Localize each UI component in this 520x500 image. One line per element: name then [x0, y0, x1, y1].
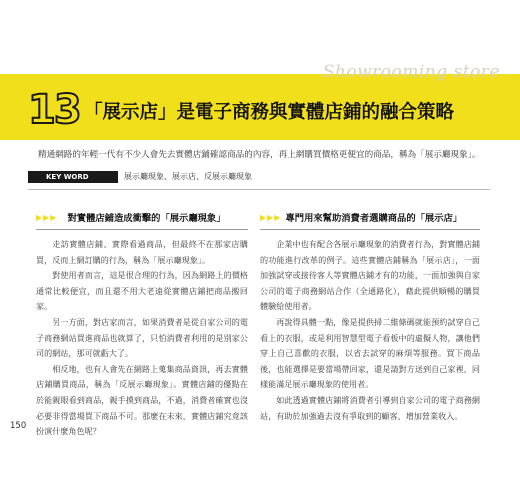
- paragraph: 相反地，也有人會先在網路上蒐集商品資訊，再去實體店鋪購買商品，稱為「反展示廳現象」。實體店鋪的優點在於能親眼看到商品，親手摸到商品，不過，消費者確實也沒必要非得當場買下商品不可。那麼在未來，實體店鋪究竟該扮演什麼角色呢？: [36, 363, 248, 437]
- triple-arrow-icon: ▶▶▶: [260, 212, 282, 222]
- section-body: [36, 237, 248, 440]
- paragraph: 如此透過實體店鋪將消費者引導到自家公司的電子商務網站，有助於加強過去沒有爭取到的顧客、增加營業收入。: [260, 394, 480, 421]
- page-number: 150: [10, 421, 27, 431]
- paragraph: 走訪實體店鋪、實際看過商品，但最終不在那家店購買，反而上網訂購的行為，稱為「展示廳現象」。: [36, 239, 248, 265]
- page-title: 「展示店」是電子商務與實體店鋪的融合策略: [84, 102, 455, 123]
- section-body: [260, 237, 480, 424]
- keyword-terms: 展示廳現象、展示店、反展示廳現象: [124, 172, 252, 181]
- divider: [28, 189, 490, 190]
- intro-text: 精通網路的年輕一代有不少人會先去實體店鋪確認商品的內容，再上網購買價格更便宜的商品，稱為「展示廳現象」。: [38, 150, 481, 160]
- triple-arrow-icon: ▶▶▶: [36, 212, 58, 222]
- paragraph: 另一方面，對店家而言，如果消費者是從自家公司的電子商務網站買進商品也就算了，只怕消費者利用的是別家公司的網站，那可就虧大了。: [36, 316, 248, 359]
- paragraph: 再說得具體一點，像是提供掃二維條碼就能預約試穿自己看上的衣服，或是利用智慧型電子看板中的虛擬人物，讓他們穿上自己喜歡的衣服，以省去試穿的麻煩等服務。買下商品後，也能選擇是要當場帶回家，還是請對方送到自己家裡，同樣能滿足展示廳現象的使用者。: [260, 316, 480, 390]
- keyword-badge: KEY WORD: [28, 171, 118, 183]
- paragraph: 對使用者而言，這是很合理的行為，因為網路上的價格通常比較便宜，而且還不用大老遠從實體店鋪把商品搬回家。: [36, 270, 248, 312]
- keyword-row: [28, 170, 488, 184]
- series-tag: Showrooming store: [322, 62, 500, 82]
- paragraph: 企業中也有配合各展示廳現象的消費者行為，對實體店鋪的功能進行改革的例子。這些實體店鋪稱為「展示店」，一面加強試穿或接待客人等實體店鋪才有的功能，一面加強與自家公司的電子商務網站合作（全通路化），藉此提供順暢的購買體驗給使用者。: [260, 239, 480, 312]
- section-title: 專門用來幫助消費者選購商品的「展示店」: [285, 213, 463, 224]
- section-title: 對實體店鋪造成衝擊的「展示廳現象」: [67, 213, 226, 224]
- section-heading: [260, 210, 480, 230]
- chapter-number: 13: [28, 87, 80, 133]
- section-heading: [36, 210, 248, 230]
- right-column: [260, 210, 480, 424]
- left-column: [36, 210, 248, 440]
